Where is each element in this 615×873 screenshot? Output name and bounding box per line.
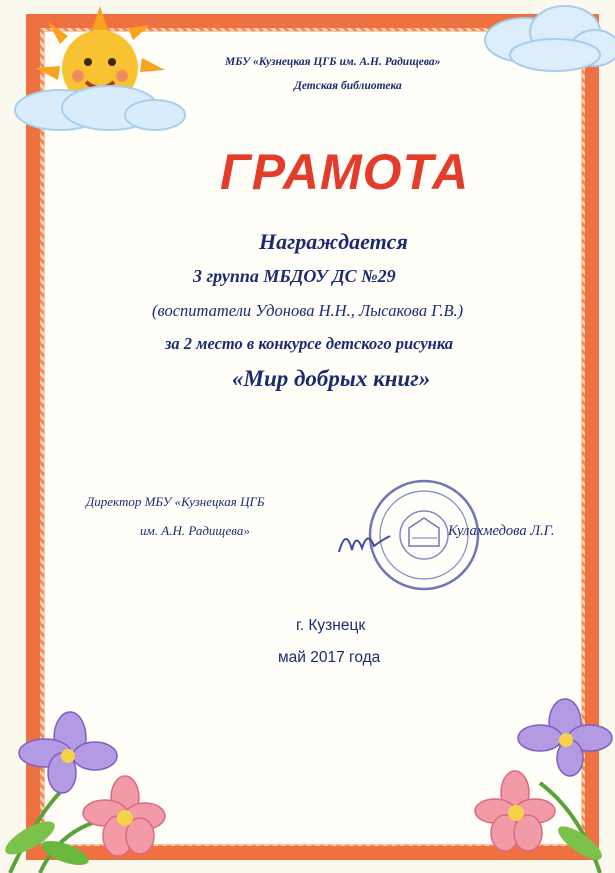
cloud-icon — [465, 0, 615, 120]
contest-name: «Мир добрых книг» — [232, 366, 431, 391]
recipient: 3 группа МБДОУ ДС №29 — [193, 266, 396, 286]
signature-icon — [334, 522, 394, 562]
signer-name: Кулахмедова Л.Г. — [448, 523, 555, 539]
date: май 2017 года — [278, 649, 381, 666]
organization-name: МБУ «Кузнецкая ЦГБ им. А.Н. Радищева» — [225, 56, 441, 68]
director-line-2: им. А.Н. Радищева» — [140, 523, 250, 538]
award-line: Награждается — [259, 229, 408, 254]
certificate-title: ГРАМОТА — [220, 144, 470, 200]
place-line: за 2 место в конкурсе детского рисунка — [165, 334, 454, 353]
teachers-line: (воспитатели Удонова Н.Н., Лысакова Г.В.) — [152, 301, 464, 320]
city: г. Кузнецк — [296, 617, 366, 634]
flower-icon — [470, 683, 615, 873]
cloud-icon — [15, 86, 185, 130]
library-name: Детская библиотека — [294, 80, 402, 92]
sun-icon — [0, 0, 200, 145]
flower-icon — [0, 688, 175, 873]
director-line-1: Директор МБУ «Кузнецкая ЦГБ — [86, 494, 265, 509]
